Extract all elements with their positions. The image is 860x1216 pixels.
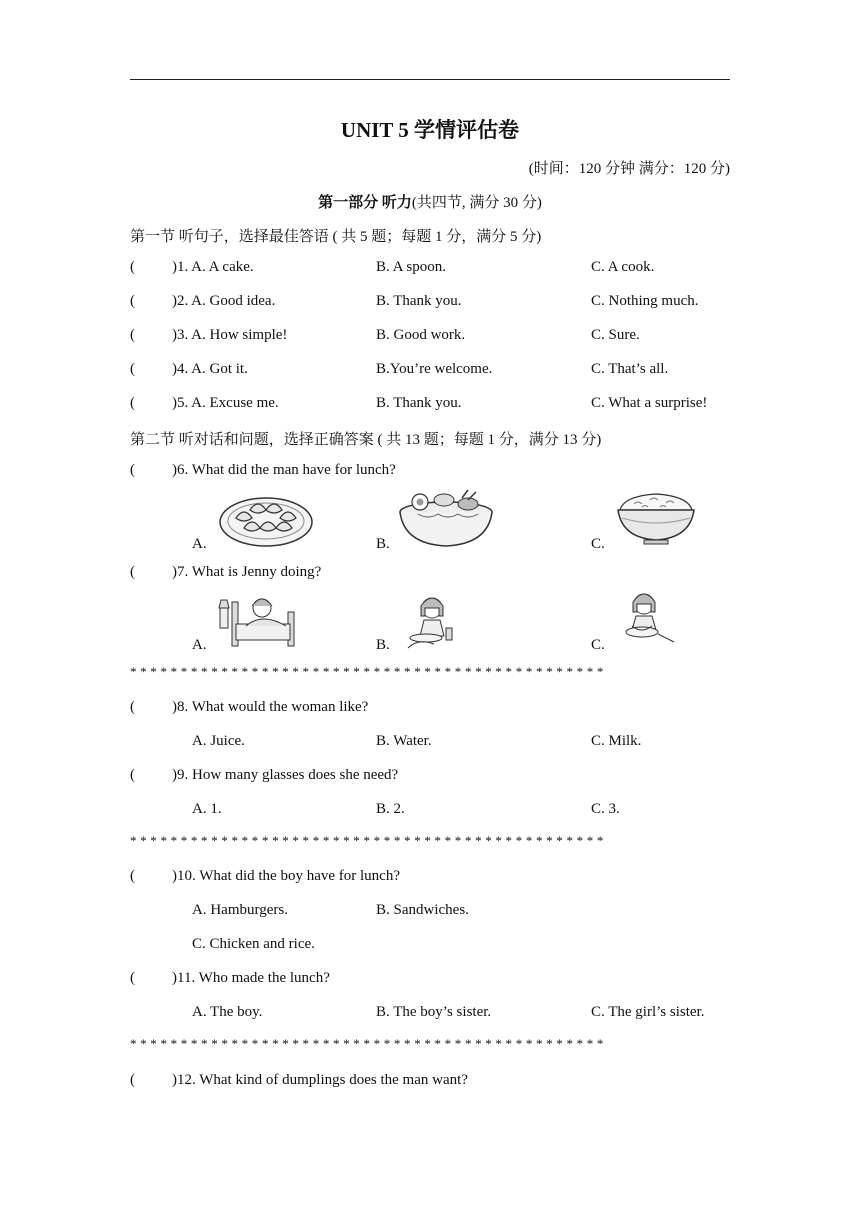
answer-paren[interactable]: ( xyxy=(130,395,135,411)
answer-paren[interactable]: ( xyxy=(130,868,135,884)
exam-meta: (时间：120 分钟 满分：120 分) xyxy=(528,161,730,177)
option-b: B. A spoon. xyxy=(376,259,447,275)
option-c: C. That’s all. xyxy=(591,361,669,377)
question-text: )5. A. Excuse me. xyxy=(172,395,279,411)
girl-with-bowl-image[interactable] xyxy=(618,590,676,648)
question-3 xyxy=(130,327,287,344)
option-b-label: B. xyxy=(376,536,390,552)
option-c: C. 3. xyxy=(591,801,620,817)
question-6 xyxy=(130,462,396,479)
girl-in-bed-image[interactable] xyxy=(218,594,296,650)
separator-stars: * * * * * * * * * * * * * * * * * * * * * * * * * * * * * * * * * * * * * * * * * * * * * * * xyxy=(130,1036,604,1051)
answer-paren[interactable]: ( xyxy=(130,1072,135,1088)
option-a: A. The boy. xyxy=(192,1004,263,1020)
option-b: B. Good work. xyxy=(376,327,466,343)
top-rule xyxy=(130,79,730,80)
question-text: )10. What did the boy have for lunch? xyxy=(172,868,400,884)
option-c-label: C. xyxy=(591,536,605,552)
question-7 xyxy=(130,564,321,581)
question-8 xyxy=(130,699,368,716)
option-a-label: A. xyxy=(192,536,207,552)
part-heading-rest: (共四节, 满分 30 分) xyxy=(411,195,542,211)
dumplings-plate-image[interactable] xyxy=(218,492,314,548)
page-title: UNIT 5 学情评估卷 xyxy=(340,118,520,142)
answer-paren[interactable]: ( xyxy=(130,462,135,478)
question-text: )12. What kind of dumplings does the man want? xyxy=(172,1072,468,1088)
question-text: )7. What is Jenny doing? xyxy=(172,564,322,580)
answer-paren[interactable]: ( xyxy=(130,259,135,275)
option-a: A. Hamburgers. xyxy=(192,902,288,918)
answer-paren[interactable]: ( xyxy=(130,327,135,343)
question-2 xyxy=(130,293,275,310)
option-b: B. Thank you. xyxy=(376,293,462,309)
question-text: )2. A. Good idea. xyxy=(172,293,276,309)
noodle-bowl-image[interactable] xyxy=(398,488,494,550)
option-b: B. 2. xyxy=(376,801,405,817)
option-c: C. Sure. xyxy=(591,327,640,343)
question-11 xyxy=(130,970,330,987)
option-a-label: A. xyxy=(192,637,207,653)
girl-eating-image[interactable] xyxy=(404,592,456,650)
answer-paren[interactable]: ( xyxy=(130,767,135,783)
option-b: B. Sandwiches. xyxy=(376,902,469,918)
question-text: )6. What did the man have for lunch? xyxy=(172,462,396,478)
option-c: C. Chicken and rice. xyxy=(192,936,315,952)
separator-stars: * * * * * * * * * * * * * * * * * * * * * * * * * * * * * * * * * * * * * * * * * * * * * * * xyxy=(130,833,604,848)
question-text: )8. What would the woman like? xyxy=(172,699,369,715)
question-5 xyxy=(130,395,279,412)
option-b-label: B. xyxy=(376,637,390,653)
question-1 xyxy=(130,259,254,276)
separator-stars: * * * * * * * * * * * * * * * * * * * * * * * * * * * * * * * * * * * * * * * * * * * * * * * xyxy=(130,664,604,679)
question-text: )9. How many glasses does she need? xyxy=(172,767,399,783)
option-c: C. Nothing much. xyxy=(591,293,699,309)
question-10 xyxy=(130,868,400,885)
option-c: C. A cook. xyxy=(591,259,655,275)
option-c: C. Milk. xyxy=(591,733,642,749)
answer-paren[interactable]: ( xyxy=(130,293,135,309)
question-9 xyxy=(130,767,398,784)
option-a: A. 1. xyxy=(192,801,222,817)
question-text: )4. A. Got it. xyxy=(172,361,248,377)
option-b: B. The boy’s sister. xyxy=(376,1004,492,1020)
answer-paren[interactable]: ( xyxy=(130,970,135,986)
option-c: C. The girl’s sister. xyxy=(591,1004,705,1020)
option-b: B.You’re welcome. xyxy=(376,361,493,377)
option-b: B. Thank you. xyxy=(376,395,462,411)
question-text: )3. A. How simple! xyxy=(172,327,288,343)
section1-heading: 第一节 听句子，选择最佳答语 ( 共 5 题；每题 1 分，满分 5 分) xyxy=(130,229,542,245)
question-12 xyxy=(130,1072,468,1089)
question-text: )1. A. A cake. xyxy=(172,259,254,275)
option-c-label: C. xyxy=(591,637,605,653)
option-a: A. Juice. xyxy=(192,733,245,749)
rice-bowl-image[interactable] xyxy=(614,488,698,548)
question-text: )11. Who made the lunch? xyxy=(172,970,330,986)
part-heading-bold: 第一部分 听力 xyxy=(318,195,412,211)
part-heading xyxy=(0,191,860,212)
answer-paren[interactable]: ( xyxy=(130,699,135,715)
answer-paren[interactable]: ( xyxy=(130,361,135,377)
question-4 xyxy=(130,361,248,378)
section2-heading: 第二节 听对话和问题，选择正确答案 ( 共 13 题；每题 1 分，满分 13 分) xyxy=(130,432,602,448)
option-c: C. What a surprise! xyxy=(591,395,708,411)
answer-paren[interactable]: ( xyxy=(130,564,135,580)
option-b: B. Water. xyxy=(376,733,432,749)
